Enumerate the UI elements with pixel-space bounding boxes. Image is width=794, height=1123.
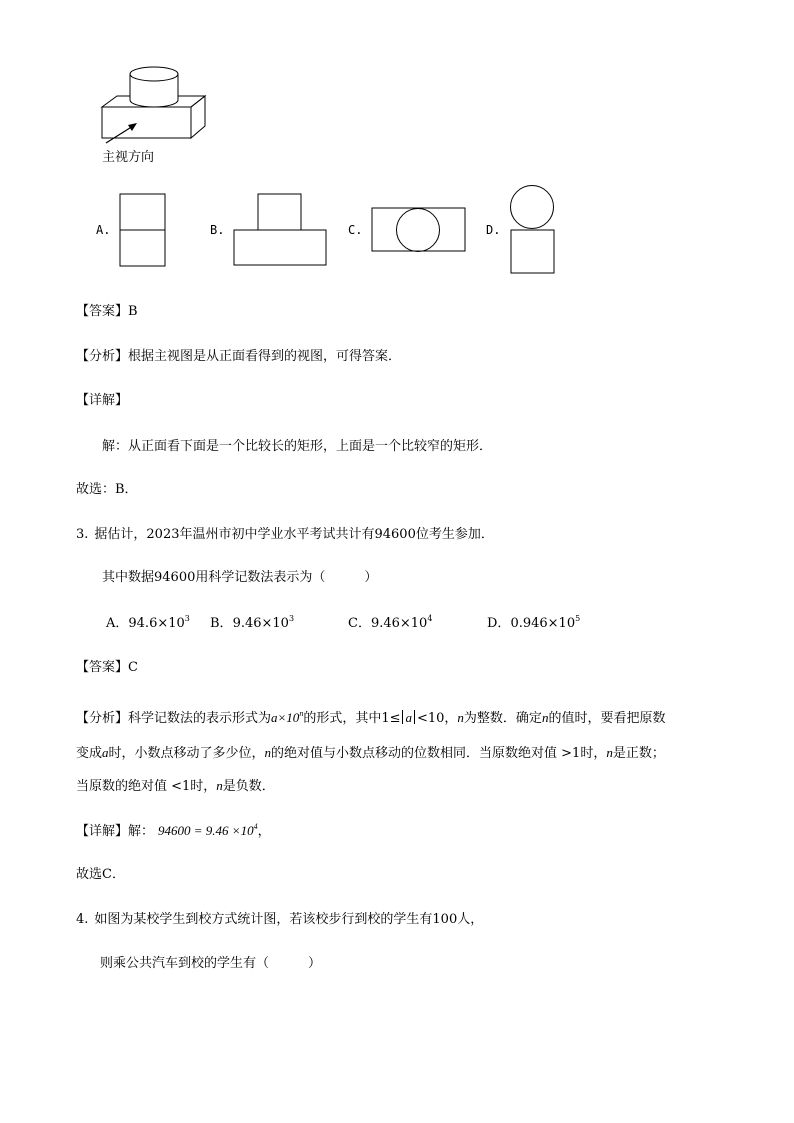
answer-tag: 【答案】 [76,304,129,319]
analysis-text: 的绝对值与小数点移动的位数相同．当原数绝对值 >1时， [271,746,607,761]
option-a-view [120,194,165,266]
detail-tag: 【详解】 [76,824,129,839]
option-exp: 5 [575,614,581,623]
q3-analysis-line-1 [76,710,665,727]
analysis-text: 根据主视图是从正面看得到的视图，可得答案． [128,349,402,364]
q3-analysis-line-2 [76,745,665,762]
var-n: n [264,745,272,760]
option-exp: 4 [427,614,433,623]
detail-equation: 94600 = 9.46 ×10 [158,823,254,838]
q3-option-d [487,616,580,632]
analysis-tag: 【分析】 [76,711,129,726]
q3-option-c [348,616,432,632]
answer-value: C [128,660,138,675]
var-n: n [541,710,549,725]
var-a: a [102,745,109,760]
view-direction-label: 主视方向 [102,150,155,165]
question-number: 4. [76,912,89,927]
question-stem: 据估计，2023年温州市初中学业水平考试共计有94600位考生参加． [94,527,494,542]
formula-exp: n [299,709,304,718]
option-b-view [234,194,326,265]
analysis-text: 当原数的绝对值 <1时， [76,779,217,794]
q2-option-d-letter: D. [486,223,501,237]
q2-conclusion: 故选：B． [76,482,138,497]
option-letter: B． [210,616,233,631]
detail-exp: 4 [253,822,258,831]
q2-option-c-letter: C. [348,223,363,237]
q2-answer [76,304,138,320]
analysis-text: 时，小数点移动了多少位， [108,746,265,761]
q3-detail [76,823,271,840]
q3-answer [76,660,138,676]
analysis-text: 变成 [76,746,103,761]
analysis-text: 为整数．确定 [463,711,542,726]
detail-tail: ， [257,824,271,839]
q4-stem [76,912,483,928]
option-exp: 3 [288,614,295,623]
analysis-text: 是负数． [222,779,275,794]
answer-value: B [128,304,138,319]
option-base: 0.946×10 [510,616,576,631]
option-exp: 3 [184,614,190,623]
q2-option-b-letter: B. [210,223,225,237]
question-stem: 如图为某校学生到校方式统计图，若该校步行到校的学生有100人， [94,912,484,927]
option-d-view [511,186,555,274]
q2-detail-text: 解：从正面看下面是一个比较长的矩形，上面是一个比较窄的矩形． [102,439,493,454]
option-letter: C． [348,616,371,631]
detail-lead: 解： [128,824,155,839]
q2-detail-tag: 【详解】 [76,393,129,408]
abs-bar-right [414,710,415,724]
analysis-text: <10， [416,711,458,726]
q3-option-a [106,616,190,632]
analysis-text: 的形式，其中1≤ [303,711,401,726]
answer-tag: 【答案】 [76,660,129,675]
analysis-tag: 【分析】 [76,349,129,364]
q3-conclusion: 故选C． [76,867,125,882]
option-letter: A． [106,616,129,631]
option-letter: D． [487,616,511,631]
q4-sub-stem: 则乘公共汽车到校的学生有（ ） [100,956,322,971]
option-c-view [372,208,465,252]
q3-analysis-line-3 [76,778,275,795]
var-n: n [606,745,613,760]
abs-var: a [405,710,412,725]
question-number: 3. [76,527,89,542]
option-base: 9.46×10 [370,616,428,631]
q3-sub-stem: 其中数据94600用科学记数法表示为（ ） [102,570,378,585]
q3-stem [76,527,494,543]
q2-analysis [76,349,401,365]
option-base: 94.6×10 [128,616,185,631]
q2-option-a-letter: A. [96,223,111,237]
abs-bar-left [402,710,403,724]
analysis-text: 科学记数法的表示形式为 [128,711,272,726]
option-base: 9.46×10 [232,616,289,631]
var-n: n [216,778,223,793]
var-n: n [457,710,464,725]
analysis-text: 的值时，要看把原数 [548,711,666,726]
formula: a×10 [271,710,300,725]
q3-option-b [210,616,294,632]
analysis-text: 是正数； [612,746,665,761]
